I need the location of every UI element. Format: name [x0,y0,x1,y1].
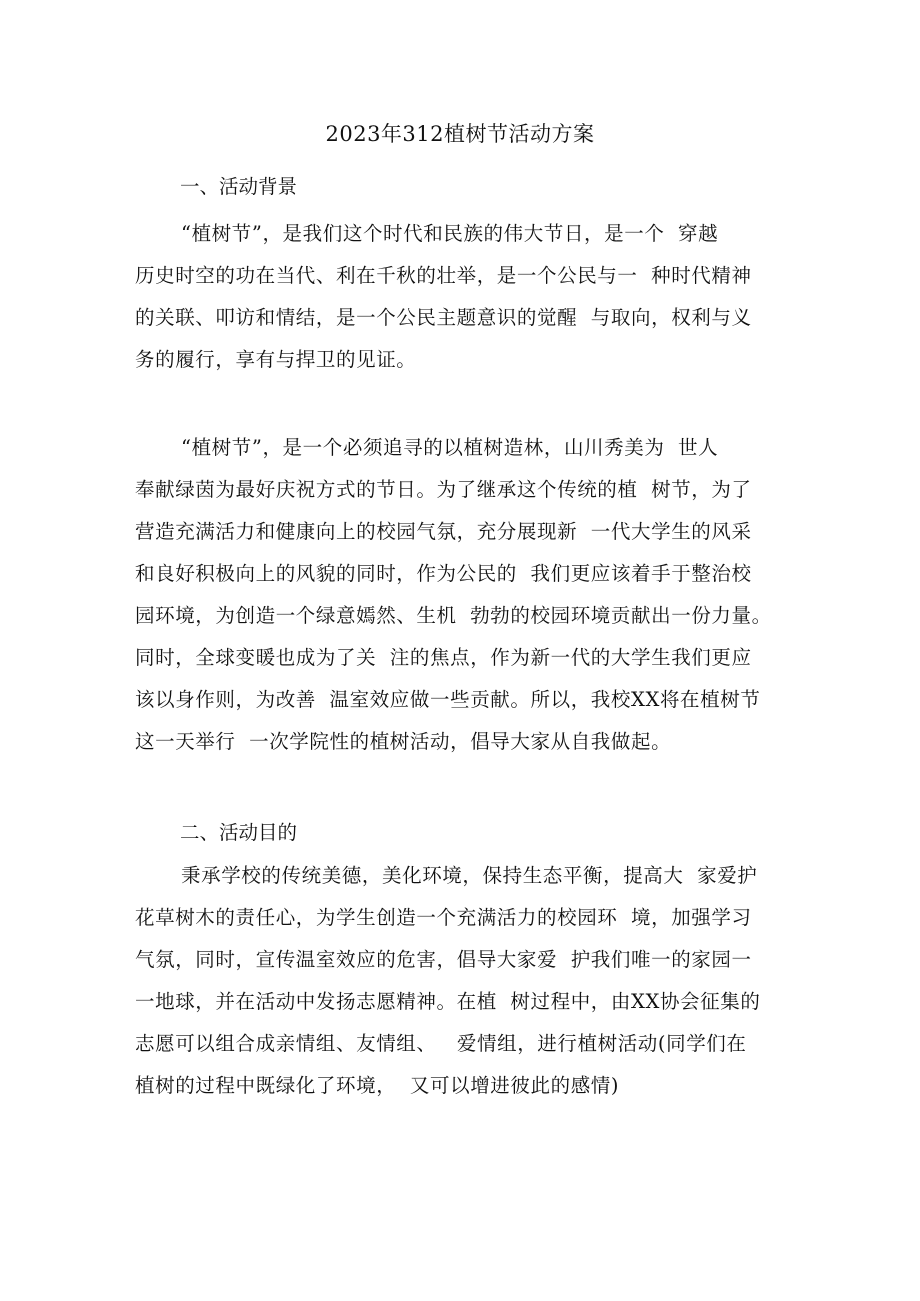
paragraph-line: 和良好积极向上的风貌的同时，作为公民的 我们更应该着手于整治校 [135,562,752,585]
paragraph-line: 花草树木的责任心，为学生创造一个充满活力的校园环 境，加强学习 [135,906,752,929]
paragraph-line: 秉承学校的传统美德，美化环境，保持生态平衡，提高大 家爱护 [181,864,758,887]
paragraph-line: 志愿可以组合成亲情组、友情组、 爱情组，进行植树活动(同学们在 [135,1032,747,1055]
section-heading-purpose: 二、活动目的 [180,821,298,844]
paragraph-line: 营造充满活力和健康向上的校园气氛，充分展现新 一代大学生的风采 [135,520,752,543]
paragraph-purpose-1 [135,855,790,1107]
document-title: 2023年312植树节活动方案 [325,122,595,146]
paragraph-line: 奉献绿茵为最好庆祝方式的节日。为了继承这个传统的植 树节，为了 [135,478,752,501]
paragraph-line: 历史时空的功在当代、利在千秋的壮举，是一个公民与一 种时代精神 [135,264,752,287]
paragraph-line: 同时，全球变暖也成为了关 注的焦点，作为新一代的大学生我们更应 [135,646,752,669]
paragraph-line: 一地球，并在活动中发扬志愿精神。在植 树过程中，由XX协会征集的 [135,990,761,1013]
paragraph-line: 气氛，同时，宣传温室效应的危害，倡导大家爱 护我们唯一的家园一 [135,948,752,971]
paragraph-line: 园环境，为创造一个绿意嫣然、生机 勃勃的校园环境贡献出一份力量。 [135,604,772,627]
paragraph-line: 该以身作则，为改善 温室效应做一些贡献。所以，我校XX将在植树节 [135,688,761,711]
paragraph-line: 植树的过程中既绿化了环境， 又可以增进彼此的感情) [135,1074,620,1097]
paragraph-line: 的关联、叩访和情结，是一个公民主题意识的觉醒 与取向，权利与义 [135,306,752,329]
paragraph-line: 务的履行，享有与捍卫的见证。 [135,348,417,371]
paragraph-background-2 [135,427,790,763]
paragraph-background-1 [135,213,790,381]
paragraph-line: “植树节”，是一个必须追寻的以植树造林，山川秀美为 世人 [181,436,719,459]
paragraph-line: 这一天举行 一次学院性的植树活动，倡导大家从自我做起。 [135,730,672,753]
paragraph-line: “植树节”，是我们这个时代和民族的伟大节日，是一个 穿越 [181,222,719,245]
section-heading-background: 一、活动背景 [180,175,298,198]
